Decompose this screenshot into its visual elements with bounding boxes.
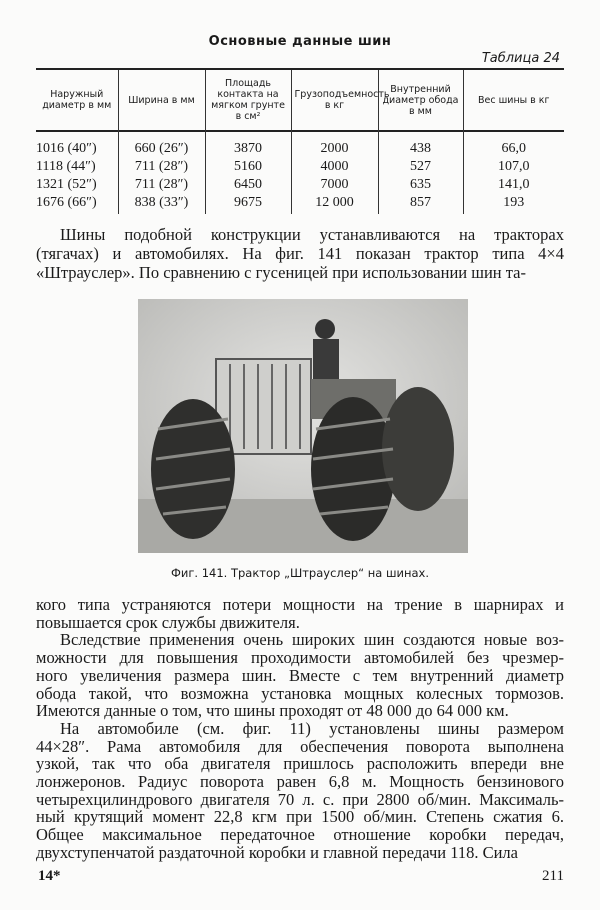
text-line: лонжеронов. Радиус поворота равен 6,8 м. Мощность бензинового	[36, 772, 564, 791]
table-cell: 527	[378, 158, 463, 176]
text-line: можности для повышения проходимости автомобилей без чрезмер-	[36, 648, 564, 668]
text-line: На автомобиле (см. фиг. 11) установлены шины размером	[60, 718, 564, 738]
table-cell: 711 (28″)	[118, 158, 205, 176]
table-cell: 12 000	[291, 194, 378, 214]
table-cell: 2000	[291, 130, 378, 158]
table-cell: 857	[378, 194, 463, 214]
table-cell: 6450	[205, 176, 291, 194]
text-line: Имеются данные о том, что шины проходят от 48 000 до 64 000 км.	[36, 701, 509, 721]
table-cell: 7000	[291, 176, 378, 194]
text-line: 44×28″. Рама автомобиля для обеспечения поворота выполнена	[36, 736, 564, 756]
signature-mark: 14*	[38, 868, 61, 884]
table-row	[36, 194, 564, 214]
tire-data-table	[36, 70, 564, 214]
table-cell: 4000	[291, 158, 378, 176]
column-header: Внутренний диаметр обода в мм	[378, 70, 463, 130]
table-cell: 711 (28″)	[118, 176, 205, 194]
table-cell: 1118 (44″)	[36, 159, 96, 174]
text-line: ный крутящий момент 22,8 кгм при 1500 об/мин. Степень сжатия 6.	[36, 807, 564, 827]
table-cell: 141,0	[463, 176, 564, 194]
table-cell: 1016 (40″)	[36, 141, 97, 156]
text-line: повышается срок службы движителя.	[36, 612, 300, 632]
text-line: ного увеличения размера шин. Вместе с тем внутренний диаметр	[36, 665, 564, 685]
column-header: Ширина в мм	[118, 70, 205, 130]
column-header: Вес шины в кг	[463, 70, 564, 130]
table-cell: 193	[463, 194, 564, 214]
text-line: узкой, так что оба двигателя пришлось расположить впереди вне	[36, 754, 564, 774]
text-line: двухступенчатой раздаточной коробки и главной передачи 118. Сила	[36, 842, 518, 862]
figure-caption: Фиг. 141. Трактор „Штрауслер“ на шинах.	[170, 566, 429, 580]
table-cell: 3870	[205, 130, 291, 158]
text-line: четырехцилиндрового двигателя 70 л. с. при 2800 об/мин. Максималь-	[36, 789, 564, 809]
column-header: Площадь контакта на мягком грунте в см²	[205, 70, 291, 130]
page-number: 211	[542, 868, 564, 884]
text-line: Общее максимальное передаточное отношение коробки передач,	[36, 825, 564, 845]
table-cell: 66,0	[463, 130, 564, 158]
table-row	[36, 176, 564, 194]
table-cell: 9675	[205, 194, 291, 214]
text-line: (тягачах) и автомобилях. На фиг. 141 показан трактор типа 4×4	[36, 244, 564, 263]
text-line: Шины подобной конструкции устанавливаются на тракторах	[60, 225, 564, 244]
table-cell: 838 (33″)	[118, 194, 205, 214]
column-header: Наружный диаметр в мм	[42, 89, 112, 111]
table-cell: 438	[378, 130, 463, 158]
table-cell: 107,0	[463, 158, 564, 176]
table-number: Таблица 24	[481, 51, 560, 66]
text-line: обода такой, что возможна установка мощных колесных тормозов.	[36, 683, 564, 703]
table-cell: 1321 (52″)	[36, 177, 97, 192]
tractor-photo	[138, 299, 468, 553]
text-line: Вследствие применения очень широких шин создаются новые воз-	[60, 630, 564, 650]
table-row	[36, 130, 564, 158]
table-cell: 1676 (66″)	[36, 195, 97, 210]
table-cell: 660 (26″)	[118, 130, 205, 158]
text-line: кого типа устраняются потери мощности на трение в шарнирах и	[36, 595, 564, 614]
column-header: Грузоподъемность в кг	[291, 70, 378, 130]
text-line: «Штрауслер». По сравнению с гусеницей при использовании шин та-	[36, 263, 526, 282]
table-cell: 5160	[205, 158, 291, 176]
table-title: Основные данные шин	[208, 34, 392, 49]
table-row	[36, 158, 564, 176]
table-cell: 635	[378, 176, 463, 194]
